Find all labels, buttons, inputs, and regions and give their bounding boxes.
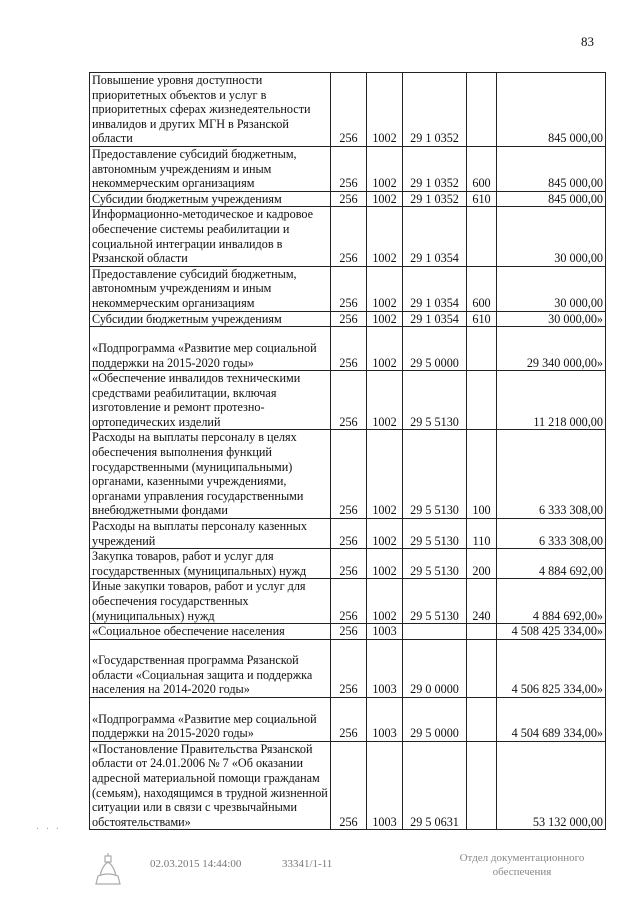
row-expense-type-cell: [467, 73, 497, 147]
row-sum-cell: 845 000,00: [497, 73, 606, 147]
row-name-cell: «Подпрограмма «Развитие мер социальной поддержки на 2015-2020 годы»: [90, 697, 331, 741]
row-sum-cell: 29 340 000,00»: [497, 327, 606, 371]
scan-marks: · · ·: [36, 824, 61, 835]
row-name-cell: Расходы на выплаты персоналу казенных учреждений: [90, 519, 331, 549]
row-section-cell: 1003: [367, 697, 403, 741]
table-row: [90, 311, 606, 327]
row-expense-type-cell: 610: [467, 191, 497, 207]
row-expense-type-cell: [467, 624, 497, 640]
row-name-cell: Расходы на выплаты персоналу в целях обеспечения выполнения функций государственными (муниципальными) органами, казенными учреждениями, органами управления государственными внебюджетными фондами: [90, 430, 331, 519]
row-ved-cell: 256: [331, 311, 367, 327]
row-target-code-cell: 29 5 0631: [403, 741, 467, 830]
row-ved-cell: 256: [331, 371, 367, 430]
table-row: [90, 207, 606, 266]
row-ved-cell: 256: [331, 579, 367, 624]
row-sum-cell: 4 884 692,00: [497, 549, 606, 579]
table-row: [90, 430, 606, 519]
row-sum-cell: 4 884 692,00»: [497, 579, 606, 624]
row-section-cell: 1002: [367, 430, 403, 519]
row-name-cell: Повышение уровня доступности приоритетных объектов и услуг в приоритетных сферах жизнедеятельности инвалидов и других МГН в Рязанской области: [90, 73, 331, 147]
row-target-code-cell: 29 1 0352: [403, 191, 467, 207]
row-section-cell: 1002: [367, 327, 403, 371]
row-section-cell: 1002: [367, 73, 403, 147]
row-name-cell: Предоставление субсидий бюджетным, автономным учреждениям и иным некоммерческим организациям: [90, 266, 331, 311]
table-row: [90, 549, 606, 579]
row-expense-type-cell: 240: [467, 579, 497, 624]
row-expense-type-cell: [467, 327, 497, 371]
row-sum-cell: 845 000,00: [497, 146, 606, 191]
row-sum-cell: 845 000,00: [497, 191, 606, 207]
row-name-cell: Субсидии бюджетным учреждениям: [90, 311, 331, 327]
row-target-code-cell: 29 5 0000: [403, 697, 467, 741]
row-target-code-cell: 29 5 5130: [403, 371, 467, 430]
row-expense-type-cell: 100: [467, 430, 497, 519]
row-ved-cell: 256: [331, 207, 367, 266]
row-section-cell: 1002: [367, 579, 403, 624]
row-section-cell: 1002: [367, 207, 403, 266]
row-sum-cell: 11 218 000,00: [497, 371, 606, 430]
row-expense-type-cell: [467, 207, 497, 266]
row-expense-type-cell: [467, 639, 497, 697]
row-sum-cell: 30 000,00: [497, 266, 606, 311]
table-row: [90, 371, 606, 430]
row-section-cell: 1002: [367, 191, 403, 207]
row-sum-cell: 4 508 425 334,00»: [497, 624, 606, 640]
coat-of-arms-emblem: [90, 852, 126, 888]
row-name-cell: «Подпрограмма «Развитие мер социальной поддержки на 2015-2020 годы»: [90, 327, 331, 371]
row-target-code-cell: 29 1 0352: [403, 73, 467, 147]
row-name-cell: Иные закупки товаров, работ и услуг для обеспечения государственных (муниципальных) нужд: [90, 579, 331, 624]
row-expense-type-cell: 110: [467, 519, 497, 549]
row-ved-cell: 256: [331, 639, 367, 697]
table-row: [90, 579, 606, 624]
row-name-cell: Субсидии бюджетным учреждениям: [90, 191, 331, 207]
budget-table: [89, 72, 606, 830]
row-name-cell: Информационно-методическое и кадровое обеспечение системы реабилитации и социальной интеграции инвалидов в Рязанской области: [90, 207, 331, 266]
row-sum-cell: 4 504 689 334,00»: [497, 697, 606, 741]
table-row: [90, 519, 606, 549]
row-ved-cell: 256: [331, 146, 367, 191]
row-expense-type-cell: [467, 741, 497, 830]
row-ved-cell: 256: [331, 430, 367, 519]
budget-table-body: [90, 73, 606, 830]
row-name-cell: Закупка товаров, работ и услуг для государственных (муниципальных) нужд: [90, 549, 331, 579]
footer-doc-number: 33341/1-11: [282, 858, 333, 870]
row-sum-cell: 30 000,00»: [497, 311, 606, 327]
row-name-cell: «Постановление Правительства Рязанской области от 24.01.2006 № 7 «Об оказании адресной материальной помощи гражданам (семьям), находящимся в трудной жизненной ситуации или в связи с чрезвычайными обстоятельствами»: [90, 741, 331, 830]
row-ved-cell: 256: [331, 624, 367, 640]
table-row: [90, 191, 606, 207]
row-ved-cell: 256: [331, 191, 367, 207]
row-expense-type-cell: [467, 371, 497, 430]
row-target-code-cell: 29 5 0000: [403, 327, 467, 371]
table-row: [90, 266, 606, 311]
table-row: [90, 639, 606, 697]
row-section-cell: 1002: [367, 519, 403, 549]
row-ved-cell: 256: [331, 73, 367, 147]
row-target-code-cell: 29 1 0354: [403, 311, 467, 327]
row-expense-type-cell: 200: [467, 549, 497, 579]
row-section-cell: 1003: [367, 639, 403, 697]
page-number: 83: [581, 34, 594, 49]
row-target-code-cell: 29 1 0352: [403, 146, 467, 191]
row-sum-cell: 30 000,00: [497, 207, 606, 266]
row-ved-cell: 256: [331, 741, 367, 830]
row-name-cell: «Социальное обеспечение населения: [90, 624, 331, 640]
row-ved-cell: 256: [331, 549, 367, 579]
row-target-code-cell: 29 5 5130: [403, 430, 467, 519]
row-expense-type-cell: [467, 697, 497, 741]
row-target-code-cell: 29 5 5130: [403, 549, 467, 579]
table-row: [90, 73, 606, 147]
row-target-code-cell: 29 5 5130: [403, 579, 467, 624]
table-row: [90, 624, 606, 640]
row-section-cell: 1003: [367, 741, 403, 830]
row-name-cell: Предоставление субсидий бюджетным, автономным учреждениям и иным некоммерческим организациям: [90, 146, 331, 191]
row-section-cell: 1002: [367, 311, 403, 327]
row-expense-type-cell: 610: [467, 311, 497, 327]
row-name-cell: «Обеспечение инвалидов техническими средствами реабилитации, включая изготовление и ремонт протезно-ортопедических изделий: [90, 371, 331, 430]
row-sum-cell: 6 333 308,00: [497, 519, 606, 549]
row-section-cell: 1002: [367, 549, 403, 579]
row-ved-cell: 256: [331, 327, 367, 371]
row-section-cell: 1002: [367, 266, 403, 311]
row-section-cell: 1002: [367, 146, 403, 191]
department-stamp: Отдел документационного обеспечения: [459, 852, 585, 878]
footer-datetime: 02.03.2015 14:44:00: [150, 858, 242, 870]
row-section-cell: 1002: [367, 371, 403, 430]
table-row: [90, 327, 606, 371]
row-target-code-cell: 29 0 0000: [403, 639, 467, 697]
row-target-code-cell: 29 5 5130: [403, 519, 467, 549]
table-row: [90, 741, 606, 830]
row-sum-cell: 6 333 308,00: [497, 430, 606, 519]
table-row: [90, 146, 606, 191]
row-name-cell: «Государственная программа Рязанской области «Социальная защита и поддержка населения на 2014-2020 годы»: [90, 639, 331, 697]
row-ved-cell: 256: [331, 697, 367, 741]
row-target-code-cell: 29 1 0354: [403, 266, 467, 311]
row-ved-cell: 256: [331, 266, 367, 311]
row-section-cell: 1003: [367, 624, 403, 640]
row-expense-type-cell: 600: [467, 266, 497, 311]
row-target-code-cell: 29 1 0354: [403, 207, 467, 266]
table-row: [90, 697, 606, 741]
row-target-code-cell: [403, 624, 467, 640]
row-sum-cell: 53 132 000,00: [497, 741, 606, 830]
row-expense-type-cell: 600: [467, 146, 497, 191]
row-sum-cell: 4 506 825 334,00»: [497, 639, 606, 697]
row-ved-cell: 256: [331, 519, 367, 549]
